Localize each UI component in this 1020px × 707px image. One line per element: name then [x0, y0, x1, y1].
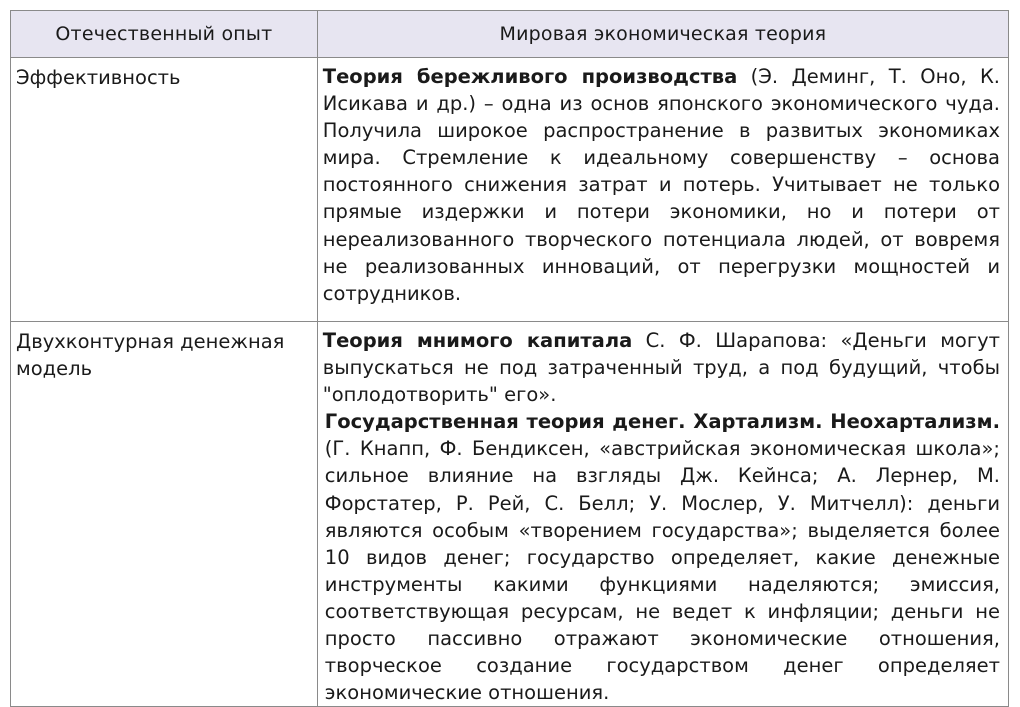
table-header-row: [11, 11, 1009, 58]
row-efficiency-world: [317, 58, 1008, 322]
text-state-theory-money: (Г. Кнапп, Ф. Бендиксен, «австрийская экономическая школа»; сильное влияние на взгляды Дж. Кейнса; А. Лернер, М. Форстатер, Р. Рей, С. Белл; У. Мослер, У. Митчелл): деньги являются особым «творением государства»; выделяется более 10 видов денег; государство определяет, какие денежные инструменты какими функциями наделяются; эмиссия, соответствующая ресурсам, не ведет к инфляции; деньги не просто пассивно отражают экономические отношения, творческое создание государством денег определяет экономические отношения.: [324, 437, 1000, 705]
header-domestic-experience: Отечественный опыт: [11, 11, 318, 58]
text-lean-production: (Э. Деминг, Т. Оно, К. Исикава и др.) – одна из основ японского экономического чуда. Получила широкое распространение в развитых экономиках мира. Стремление к идеальному совершенству – основа постоянного снижения затрат и потерь. Учитывает не только прямые издержки и потери экономики, но и потери от нереализованного творческого потенциала людей, от вовремя не реализованных инноваций, от перегрузки мощностей и сотрудников.: [322, 65, 1000, 305]
row-two-circuit-domestic: Двухконтурная денежная модель: [11, 322, 318, 707]
term-imaginary-capital: Теория мнимого капитала: [322, 329, 633, 352]
header-world-economic-theory: Мировая экономическая теория: [317, 11, 1008, 58]
table-row: [11, 58, 1009, 322]
row-efficiency-domestic: Эффективность: [11, 58, 318, 322]
paragraph-lean-production: [323, 63, 1000, 307]
comparison-table: [10, 10, 1009, 707]
paragraph-imaginary-capital: [323, 327, 1000, 408]
text-imaginary-capital: С. Ф. Шарапова: «Деньги могут выпускаться не под затраченный труд, а под будущий, чтобы "оплодотворить" его».: [322, 329, 1000, 407]
term-lean-production: Теория бережливого производства: [322, 65, 738, 88]
row-two-circuit-world: [317, 322, 1008, 707]
table-row: [11, 322, 1009, 707]
paragraph-state-theory-money: [323, 408, 1000, 706]
term-state-theory-money: Государственная теория денег. Хартализм. Неохартализм.: [324, 410, 1000, 434]
